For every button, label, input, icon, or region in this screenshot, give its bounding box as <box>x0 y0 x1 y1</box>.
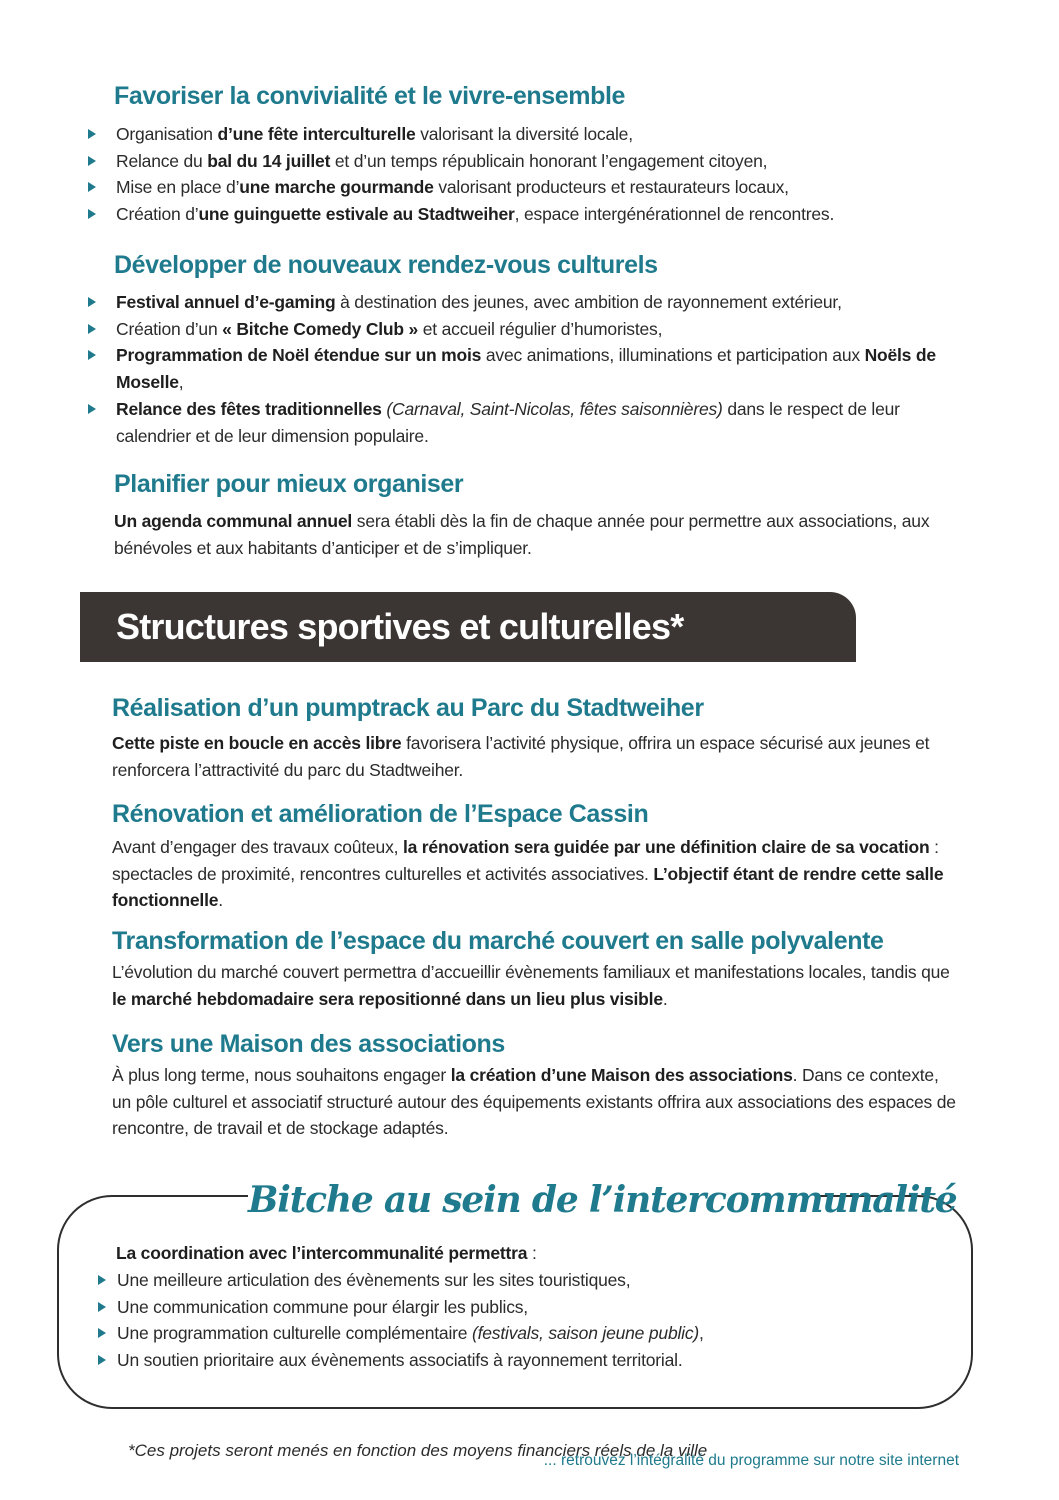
triangle-bullet-icon <box>88 209 96 219</box>
section-title-marche: Transformation de l’espace du marché couvert en salle polyvalente <box>112 927 884 955</box>
triangle-bullet-icon <box>88 324 96 334</box>
section-title-convivialite: Favoriser la convivialité et le vivre-ensemble <box>114 82 626 110</box>
triangle-bullet-icon <box>88 404 96 414</box>
paragraph-pumptrack: Cette piste en boucle en accès libre favorisera l’activité physique, offrira un espace sécurisé aux jeunes et renforcera l’attractivité du parc du Stadtweiher. <box>112 733 930 780</box>
section-title-planifier: Planifier pour mieux organiser <box>114 470 464 498</box>
list-intercommunalite <box>98 1267 938 1374</box>
triangle-bullet-icon <box>98 1328 106 1338</box>
section-title-rendezvous: Développer de nouveaux rendez-vous culturels <box>114 251 658 279</box>
list-item: Un soutien prioritaire aux évènements associatifs à rayonnement territorial. <box>98 1347 938 1374</box>
list-rendezvous <box>88 289 968 449</box>
list-item: Une meilleure articulation des évènements sur les sites touristiques, <box>98 1267 938 1294</box>
triangle-bullet-icon <box>88 156 96 166</box>
list-item: Création d’une guinguette estivale au Stadtweiher, espace intergénérationnel de rencontres. <box>88 201 968 228</box>
list-item: Relance du bal du 14 juillet et d’un temps républicain honorant l’engagement citoyen, <box>88 148 968 175</box>
paragraph-marche: L’évolution du marché couvert permettra d’accueillir évènements familiaux et manifestations locales, tandis que le marché hebdomadaire sera repositionné dans un lieu plus visible. <box>112 962 950 1009</box>
paragraph-cassin: Avant d’engager des travaux coûteux, la rénovation sera guidée par une définition claire de sa vocation : spectacles de proximité, rencontres culturelles et activités associatives. L’objectif étant de rendre cette salle fonctionnelle. <box>112 837 944 911</box>
triangle-bullet-icon <box>98 1275 106 1285</box>
triangle-bullet-icon <box>88 297 96 307</box>
intercommunalite-intro: La coordination avec l’intercommunalité permettra : <box>116 1243 537 1263</box>
section-title-pumptrack: Réalisation d’un pumptrack au Parc du Stadtweiher <box>112 694 704 722</box>
website-link[interactable]: ... retrouvez l’intégralité du programme sur notre site internet <box>543 1452 959 1469</box>
list-item: Programmation de Noël étendue sur un mois avec animations, illuminations et participation aux Noëls de Moselle, <box>88 342 968 395</box>
intercommunalite-title: Bitche au sein de l’intercommunalité <box>248 1179 957 1221</box>
list-item: Mise en place d’une marche gourmande valorisant producteurs et restaurateurs locaux, <box>88 174 968 201</box>
banner-title: Structures sportives et culturelles* <box>116 606 684 647</box>
list-item: Festival annuel d’e-gaming à destination des jeunes, avec ambition de rayonnement extérieur, <box>88 289 968 316</box>
list-item: Une communication commune pour élargir les publics, <box>98 1294 938 1321</box>
list-item: Une programmation culturelle complémentaire (festivals, saison jeune public), <box>98 1320 938 1347</box>
triangle-bullet-icon <box>88 350 96 360</box>
list-item: Relance des fêtes traditionnelles (Carnaval, Saint-Nicolas, fêtes saisonnières) dans le respect de leur calendrier et de leur dimension populaire. <box>88 396 968 449</box>
triangle-bullet-icon <box>88 129 96 139</box>
paragraph-planifier: Un agenda communal annuel sera établi dès la fin de chaque année pour permettre aux associations, aux bénévoles et aux habitants d’anticiper et de s’impliquer. <box>114 511 930 558</box>
triangle-bullet-icon <box>88 182 96 192</box>
triangle-bullet-icon <box>98 1355 106 1365</box>
list-item: Création d’un « Bitche Comedy Club » et accueil régulier d’humoristes, <box>88 316 968 343</box>
section-banner <box>80 592 856 662</box>
section-title-maison: Vers une Maison des associations <box>112 1030 505 1058</box>
footnote: *Ces projets seront menés en fonction des moyens financiers réels de la ville <box>128 1441 708 1460</box>
intercommunalite-title-wrap <box>248 1172 957 1228</box>
list-convivialite <box>88 121 968 228</box>
triangle-bullet-icon <box>98 1302 106 1312</box>
section-title-cassin: Rénovation et amélioration de l’Espace Cassin <box>112 800 649 828</box>
paragraph-maison: À plus long terme, nous souhaitons engager la création d’une Maison des associations. Dans ce contexte, un pôle culturel et associatif structuré autour des équipements existants offrira aux associations des espaces de rencontre, de travail et de stockage adaptés. <box>112 1065 956 1139</box>
list-item: Organisation d’une fête interculturelle valorisant la diversité locale, <box>88 121 968 148</box>
